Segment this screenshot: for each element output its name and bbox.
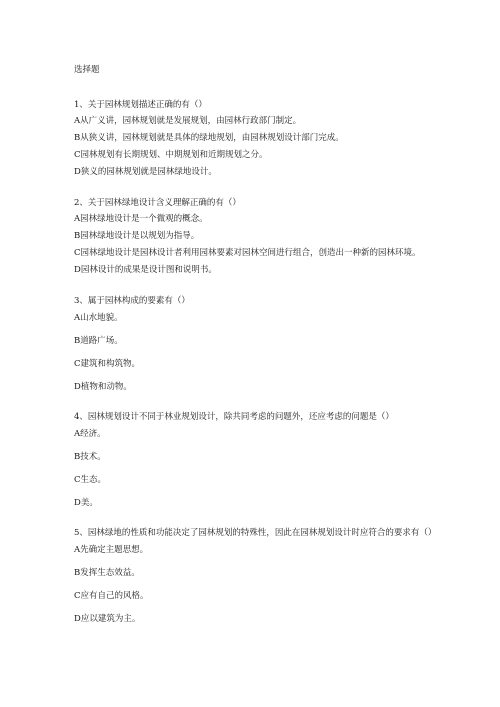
option-a: A山水地貌。 [74, 313, 123, 323]
option-c: C园林规划有长期规划、中期规划和近期规划之分。 [74, 150, 268, 160]
question-stem: 1、关于园林规划描述正确的有（） [74, 100, 207, 110]
option-c: C建筑和构筑物。 [74, 359, 141, 369]
question-stem: 2、关于园林绿地设计含义理解正确的有（） [74, 198, 241, 208]
option-b: B发挥生态效益。 [74, 568, 140, 578]
question-1 [74, 99, 434, 183]
option-b: B园林绿地设计是以规划为指导。 [74, 231, 200, 241]
question-3 [74, 295, 434, 404]
option-b: B道路广场。 [74, 336, 123, 346]
option-d: D植物和动物。 [74, 382, 132, 392]
option-a: A先确定主题思想。 [74, 545, 149, 555]
option-b: B技术。 [74, 452, 106, 462]
question-2 [74, 197, 434, 281]
section-heading: 选择题 [74, 65, 100, 75]
option-a: A经济。 [74, 429, 106, 439]
option-d: D美。 [74, 498, 98, 508]
question-5 [74, 527, 437, 636]
option-c: C园林绿地设计是园林设计者利用园林要素对园林空间进行组合，创造出一种新的园林环境。 [74, 248, 421, 258]
option-d: D狭义的园林规划就是园林绿地设计。 [74, 167, 217, 177]
option-a: A园林绿地设计是一个微观的概念。 [74, 214, 208, 224]
option-b: B从狭义讲，园林规划就是具体的绿地规划，由园林规划设计部门完成。 [74, 133, 344, 143]
option-a: A从广义讲，园林规划就是发展规划，由园林行政部门制定。 [74, 116, 302, 126]
option-c: C应有自己的风格。 [74, 591, 149, 601]
question-stem: 3、属于园林构成的要素有（） [74, 296, 190, 306]
option-d: D应以建筑为主。 [74, 614, 141, 624]
question-4 [74, 411, 434, 520]
option-d: D园林设计的成果是设计图和说明书。 [74, 265, 217, 275]
question-stem: 5、园林绿地的性质和功能决定了园林规划的特殊性，因此在园林规划设计时应符合的要求有（） [74, 528, 437, 538]
option-c: C生态。 [74, 475, 107, 485]
question-stem: 4、园林规划设计不同于林业规划设计，除共同考虑的问题外，还应考虑的问题是（） [74, 412, 394, 422]
